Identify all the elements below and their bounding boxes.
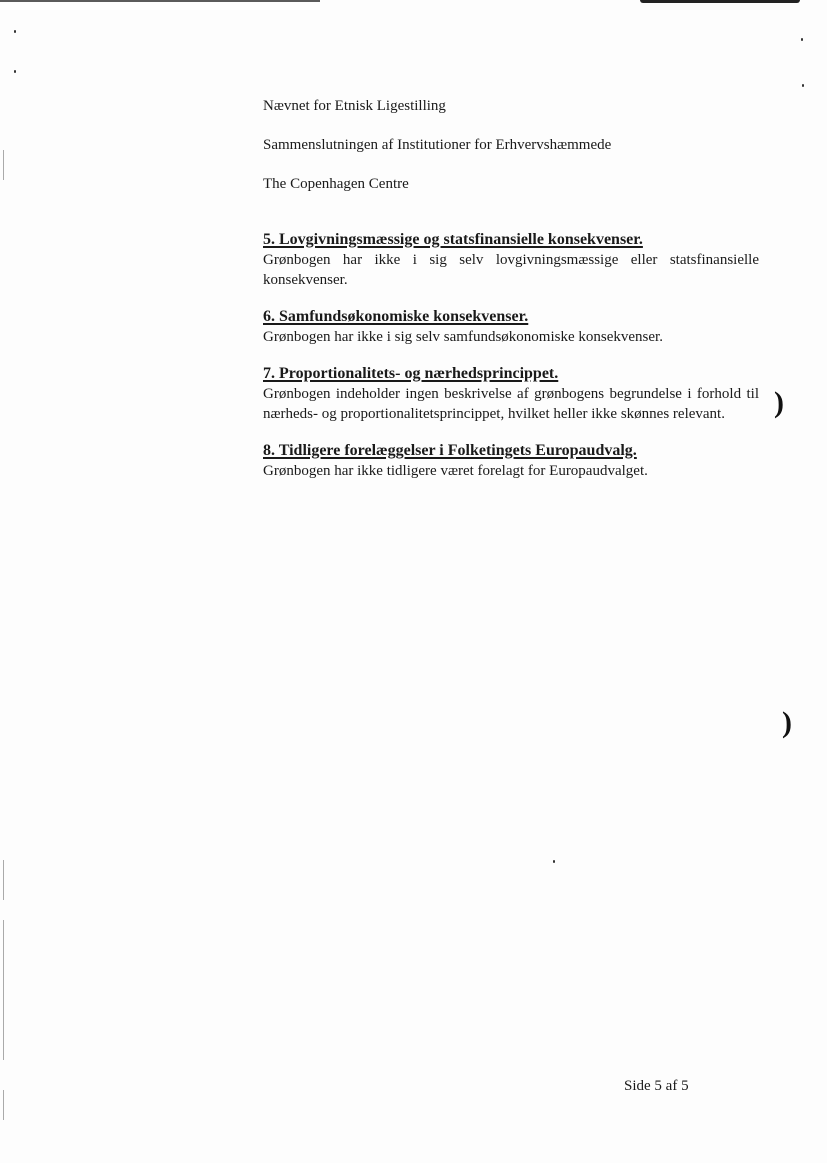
scan-speck: [802, 84, 804, 87]
scan-artifact-left-edge: [3, 1090, 4, 1120]
scan-artifact-top-left: [0, 0, 320, 2]
section-body: Grønbogen har ikke i sig selv lovgivningsmæssige eller statsfinansielle konsekvenser.: [263, 252, 759, 288]
section-legal-consequences: [263, 230, 759, 290]
page-number: Side 5 af 5: [624, 1078, 689, 1094]
section-previous-submissions: [263, 441, 759, 481]
section-proportionality-principle: [263, 364, 759, 424]
section-body: Grønbogen har ikke tidligere været forelagt for Europaudvalget.: [263, 463, 648, 479]
letter-content: [263, 96, 759, 498]
scan-artifact-left-edge: [3, 920, 4, 1060]
margin-bracket-mark: ): [774, 386, 784, 419]
recipient-line: Nævnet for Etnisk Ligestilling: [263, 98, 446, 114]
scan-artifact-left-edge: [3, 150, 4, 180]
scan-speck: [553, 860, 555, 863]
section-body: Grønbogen har ikke i sig selv samfundsøkonomiske konsekvenser.: [263, 329, 663, 345]
margin-bracket-mark: ): [782, 706, 792, 739]
recipient-line: The Copenhagen Centre: [263, 176, 409, 192]
spacer: [263, 213, 759, 230]
scan-artifact-top-right: [640, 0, 800, 3]
section-heading: 8. Tidligere forelæggelser i Folketingets Europaudvalg.: [263, 442, 637, 459]
section-body: Grønbogen indeholder ingen beskrivelse af grønbogens begrundelse i forhold til nærheds- og proportionalitetsprincippet, hvilket heller ikke skønnes relevant.: [263, 386, 759, 422]
section-heading: 5. Lovgivningsmæssige og statsfinansielle konsekvenser.: [263, 231, 643, 248]
scan-speck: [14, 30, 16, 33]
scan-artifact-left-edge: [3, 860, 4, 900]
scan-speck: [14, 70, 16, 73]
section-heading: 7. Proportionalitets- og nærhedsprincippet.: [263, 365, 559, 382]
section-socioeconomic-consequences: [263, 307, 759, 347]
scan-speck: [801, 38, 803, 41]
recipient-line: Sammenslutningen af Institutioner for Erhvervshæmmede: [263, 137, 612, 153]
section-heading: 6. Samfundsøkonomiske konsekvenser.: [263, 308, 529, 325]
